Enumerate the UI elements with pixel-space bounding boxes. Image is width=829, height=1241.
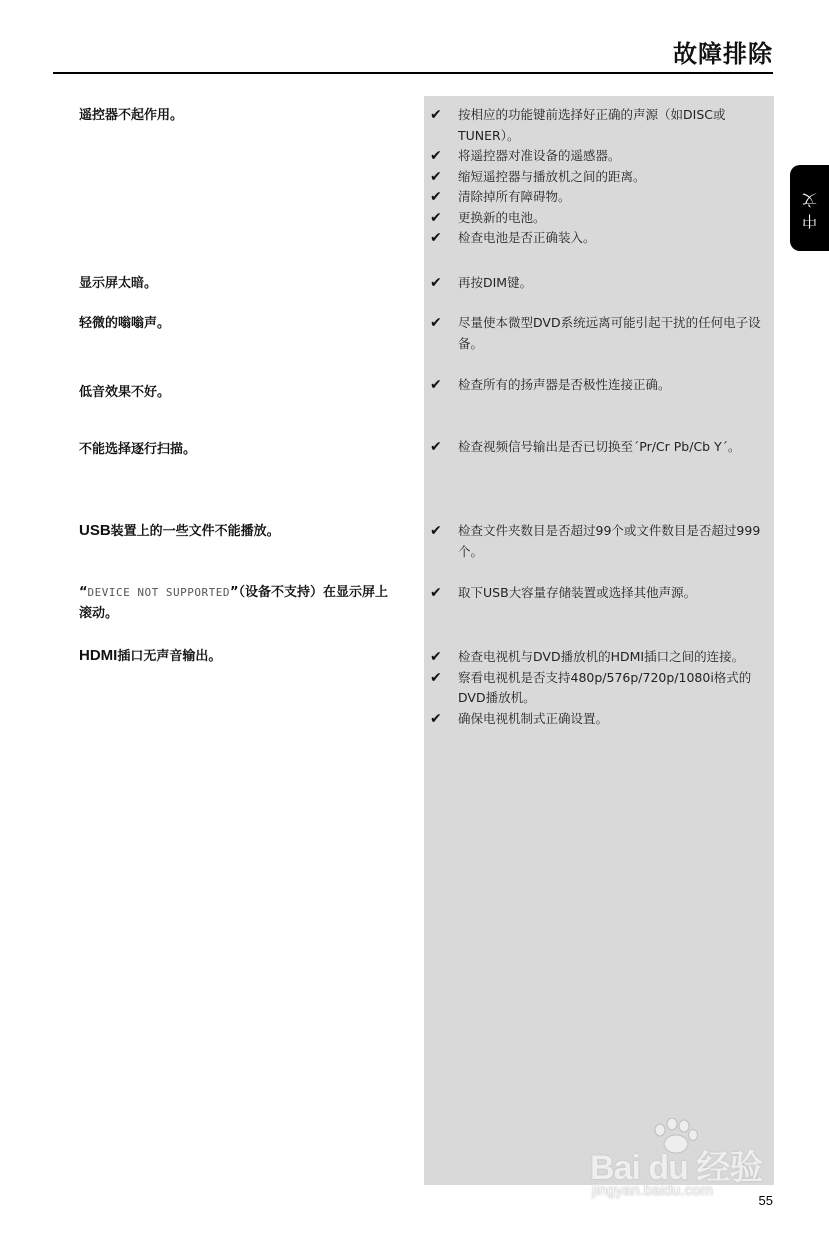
check-icon: ✔: [430, 148, 442, 164]
solution-item: [430, 208, 772, 229]
problem-text: ”（设备不支持）在显示屏上滚动。: [79, 585, 389, 621]
watermark-main: Bai du 经验: [590, 1149, 763, 1187]
problem-text: 低音效果不好。: [79, 385, 171, 400]
solution-text: 清除掉所有障碍物。: [458, 189, 571, 204]
page-number: 55: [758, 1193, 773, 1208]
problem-display-dark: [79, 273, 409, 294]
solution-item: [430, 105, 772, 146]
header-rule: [53, 72, 773, 74]
problem-text: 遥控器不起作用。: [79, 108, 184, 123]
check-icon: ✔: [430, 669, 442, 686]
problem-bass: [79, 382, 409, 403]
baidu-watermark: [590, 1118, 780, 1208]
solution-text: 取下USB大容量存储装置或选择其他声源。: [458, 585, 697, 600]
lcd-message: DEVICE NOT SUPPORTED: [87, 586, 230, 599]
solutions-progressive-scan: [430, 437, 772, 458]
solution-item: [430, 313, 772, 354]
language-tab: [790, 165, 829, 251]
solution-text: 检查所有的扬声器是否极性连接正确。: [458, 377, 671, 392]
solution-text: 再按DIM键。: [458, 275, 533, 290]
check-icon: ✔: [430, 209, 442, 226]
solution-text: 察看电视机是否支持480p/576p/720p/1080i格式的DVD播放机。: [458, 669, 752, 705]
solution-item: [430, 437, 772, 458]
problem-text: 显示屏太暗。: [79, 276, 158, 291]
check-icon: ✔: [430, 710, 442, 727]
solution-text: 检查电池是否正确装入。: [458, 230, 596, 245]
problem-text: 插口无声音输出。: [117, 649, 222, 664]
problem-open-quote: “: [79, 585, 88, 600]
solution-item: [430, 167, 772, 188]
solution-item: [430, 228, 772, 249]
problem-usb-files: [79, 520, 409, 542]
solutions-remote: [430, 105, 772, 249]
problem-text: 装置上的一些文件不能播放。: [110, 524, 280, 539]
solutions-column-background: [424, 96, 774, 1185]
solution-item: [430, 521, 772, 562]
check-icon: ✔: [430, 649, 442, 665]
problem-prefix: USB: [79, 522, 111, 539]
solution-text: 按相应的功能键前选择好正确的声源（如DISC或TUNER）。: [458, 107, 726, 143]
check-icon: ✔: [430, 189, 442, 205]
check-icon: ✔: [430, 168, 442, 185]
solutions-device-not-supported: [430, 583, 772, 604]
solution-item: [430, 273, 772, 294]
check-icon: ✔: [430, 275, 442, 291]
solution-text: 检查文件夹数目是否超过99个或文件数目是否超过999个。: [458, 523, 761, 559]
solution-text: 确保电视机制式正确设置。: [458, 710, 609, 726]
check-icon: ✔: [430, 523, 442, 539]
solution-item: [430, 668, 772, 709]
solution-item: [430, 583, 772, 604]
problem-prefix: HDMI: [79, 647, 118, 664]
check-icon: ✔: [430, 107, 442, 123]
solutions-hdmi-no-sound: [430, 647, 772, 729]
check-icon: ✔: [430, 377, 442, 393]
check-icon: ✔: [430, 439, 442, 455]
problem-remote: [79, 105, 409, 126]
solution-text: 检查视频信号输出是否已切换至´Pr/Cr Pb/Cb Y´。: [458, 439, 741, 454]
solution-text: 检查电视机与DVD播放机的HDMI插口之间的连接。: [458, 649, 745, 664]
solution-text: 更换新的电池。: [458, 209, 546, 225]
problem-device-not-supported: [79, 582, 399, 624]
language-tab-label: 中文: [801, 187, 819, 229]
solution-item: [430, 146, 772, 167]
solution-item: [430, 375, 772, 396]
solution-text: 将遥控器对准设备的遥感器。: [458, 148, 621, 163]
problem-hdmi-no-sound: [79, 645, 409, 667]
solutions-display-dark: [430, 273, 772, 294]
solution-text: 尽量使本微型DVD系统远离可能引起干扰的任何电子设备。: [458, 315, 761, 351]
solution-item: [430, 647, 772, 668]
solutions-hum: [430, 313, 772, 354]
problem-hum: [79, 313, 409, 334]
check-icon: ✔: [430, 230, 442, 246]
solution-item: [430, 709, 772, 730]
solutions-bass: [430, 375, 772, 396]
problem-progressive-scan: [79, 439, 409, 460]
problem-text: 不能选择逐行扫描。: [79, 442, 197, 457]
problem-text: 轻微的嗡嗡声。: [79, 316, 171, 331]
solution-text: 缩短遥控器与播放机之间的距离。: [458, 168, 646, 184]
solution-item: [430, 187, 772, 208]
check-icon: ✔: [430, 585, 442, 601]
solutions-usb-files: [430, 521, 772, 562]
watermark-sub: jingyan.baidu.com: [592, 1182, 713, 1199]
page-title: 故障排除: [673, 40, 773, 68]
check-icon: ✔: [430, 315, 442, 331]
